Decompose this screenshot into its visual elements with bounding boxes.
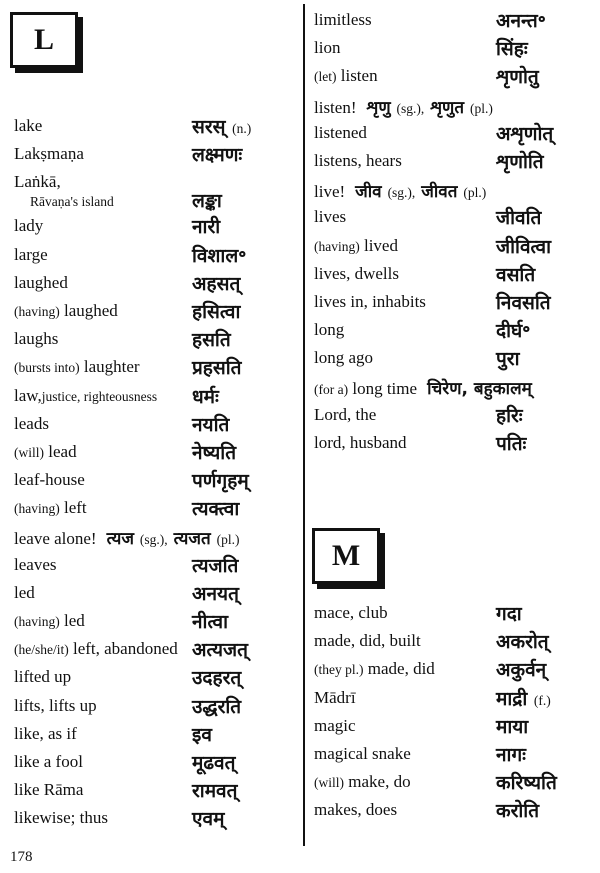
devanagari-word: अनयत्	[192, 582, 239, 605]
english-headword	[314, 292, 426, 312]
english-headword	[314, 151, 402, 171]
dictionary-entry	[14, 468, 300, 496]
dictionary-entry	[314, 290, 596, 318]
column-divider	[303, 4, 305, 846]
english-headword	[14, 752, 83, 772]
dictionary-entry	[14, 440, 300, 468]
devanagari-word: लङ्का	[192, 190, 222, 213]
sanskrit-equivalent	[496, 120, 553, 146]
devanagari-word: मूढवत्	[192, 751, 236, 774]
grammar-note: (sg.),	[396, 100, 425, 116]
english-headword	[314, 688, 356, 708]
devanagari-word: नीत्वा	[192, 611, 228, 633]
section-letter-m: M	[312, 528, 380, 584]
english-headword	[314, 320, 344, 340]
devanagari-word: शृणु	[366, 97, 391, 118]
sanskrit-equivalent	[496, 628, 549, 654]
sanskrit-equivalent	[192, 721, 212, 747]
devanagari-word: जीवति	[496, 207, 542, 230]
sanskrit-equivalent	[192, 113, 251, 139]
sanskrit-equivalent	[192, 749, 235, 775]
headword-text: make, do	[348, 772, 411, 792]
dictionary-entry	[14, 609, 300, 637]
devanagari-word: पर्णगृहम्	[192, 470, 249, 493]
devanagari-word: पुरा	[496, 348, 520, 371]
devanagari-word: उदहरत्	[192, 667, 242, 690]
dictionary-entry	[314, 318, 596, 346]
headword-text: long ago	[314, 348, 374, 368]
english-headword	[14, 329, 58, 349]
dictionary-entry	[14, 694, 300, 722]
headword-text: laughed	[14, 272, 68, 292]
headword-text: listened	[314, 122, 367, 142]
headword-text: magic	[314, 715, 356, 735]
english-headword	[14, 442, 77, 462]
dictionary-entry	[14, 496, 300, 524]
sanskrit-equivalent	[192, 777, 237, 803]
sanskrit-equivalent	[192, 467, 249, 493]
dictionary-entry	[314, 601, 596, 629]
dictionary-entry	[14, 170, 300, 214]
sanskrit-equivalent	[496, 233, 551, 259]
headword-text: listens, hears	[314, 150, 402, 170]
dictionary-entry	[314, 205, 596, 233]
sanskrit-equivalent	[355, 182, 486, 202]
dictionary-entry	[314, 177, 596, 205]
dictionary-entry	[314, 149, 596, 177]
grammar-note: (pl.)	[463, 185, 487, 201]
devanagari-word: सरस्	[192, 116, 226, 138]
sanskrit-equivalent	[496, 261, 535, 287]
english-headword	[14, 273, 68, 293]
devanagari-word: माद्री	[496, 687, 528, 710]
sanskrit-equivalent	[496, 204, 541, 230]
devanagari-word: करिष्यति	[496, 772, 557, 795]
sanskrit-equivalent	[496, 600, 522, 626]
devanagari-word: जीव	[355, 182, 382, 203]
headword-text: listen	[340, 66, 378, 86]
english-headword	[14, 555, 56, 575]
headword-text: Mādrī	[314, 687, 356, 707]
headword-text: likewise; thus	[14, 808, 108, 828]
section-letter-l: L	[10, 12, 78, 68]
sanskrit-equivalent	[192, 354, 242, 380]
qualifier: (having)	[14, 303, 60, 319]
sanskrit-equivalent	[192, 187, 222, 213]
headword-text: like a fool	[14, 751, 83, 771]
dictionary-entry	[314, 262, 596, 290]
dictionary-entry	[314, 374, 596, 402]
dictionary-entry	[314, 657, 596, 685]
headword-text: Lord, the	[314, 404, 377, 424]
devanagari-word: एवम्	[192, 808, 225, 831]
devanagari-word: गदा	[496, 603, 522, 625]
english-headword	[314, 179, 486, 202]
headword-text: left, abandoned	[72, 639, 178, 659]
dictionary-entry	[314, 234, 596, 262]
devanagari-word: विशाल॰	[192, 244, 247, 267]
headword-text: Lakṣmaṇa	[14, 144, 84, 164]
english-headword	[14, 116, 42, 136]
sanskrit-equivalent	[192, 608, 228, 634]
sanskrit-equivalent	[192, 495, 239, 521]
sanskrit-equivalent	[192, 439, 236, 465]
sanskrit-equivalent	[496, 63, 539, 89]
devanagari-word: बहुकालम्	[473, 379, 532, 400]
sanskrit-equivalent	[192, 636, 248, 662]
dictionary-entry	[14, 271, 300, 299]
english-headword	[14, 724, 77, 744]
headword-text: lead	[48, 441, 77, 461]
sanskrit-equivalent	[192, 298, 240, 324]
sanskrit-equivalent	[192, 383, 219, 409]
dictionary-entry	[14, 327, 300, 355]
dictionary-entry	[314, 64, 596, 92]
dictionary-entry	[314, 8, 596, 36]
english-headword	[314, 10, 372, 30]
sanskrit-equivalent	[496, 656, 546, 682]
english-headword	[314, 744, 411, 764]
english-headword	[14, 144, 84, 164]
devanagari-word: उद्धरति	[192, 695, 242, 718]
qualifier: (let)	[314, 69, 337, 85]
grammar-note: (pl.)	[216, 532, 240, 548]
headword-text: laughed	[63, 300, 118, 320]
headword-text: lives	[314, 207, 347, 227]
sanskrit-equivalent	[496, 289, 551, 315]
headword-text: magical snake	[314, 743, 411, 763]
english-headword	[14, 172, 114, 210]
headword-text: laughs	[14, 329, 59, 349]
devanagari-word: हरिः	[496, 404, 523, 427]
english-headword	[314, 95, 493, 118]
dictionary-entry	[14, 299, 300, 327]
sanskrit-equivalent	[427, 379, 532, 399]
sanskrit-equivalent	[496, 345, 519, 371]
headword-text: limitless	[314, 10, 372, 29]
sanskrit-equivalent	[192, 242, 246, 268]
devanagari-word: करोति	[496, 800, 540, 823]
devanagari-word: शृणोतु	[496, 66, 539, 89]
sanskrit-equivalent	[192, 664, 241, 690]
dictionary-entry	[14, 524, 300, 552]
english-headword	[14, 357, 140, 377]
english-headword	[314, 66, 378, 86]
dictionary-entry	[314, 93, 596, 121]
devanagari-word: शृणोति	[496, 150, 544, 173]
dictionary-entry	[14, 142, 300, 170]
headword-text: makes, does	[314, 800, 398, 820]
dictionary-entry	[14, 778, 300, 806]
sanskrit-equivalent	[496, 685, 551, 711]
devanagari-word: नयति	[192, 413, 230, 436]
headword-text: lord, husband	[314, 432, 407, 452]
dictionary-entry	[314, 629, 596, 657]
english-headword	[314, 123, 367, 143]
english-headword	[14, 498, 87, 518]
headword-text: lifts, lifts up	[14, 695, 97, 715]
headword-text: lives, dwells	[314, 263, 399, 283]
headword-text: lake	[14, 116, 43, 135]
devanagari-word: त्यक्त्वा	[192, 498, 240, 521]
dictionary-entry	[14, 243, 300, 271]
english-headword	[314, 659, 435, 679]
qualifier: (will)	[14, 444, 44, 460]
english-headword	[314, 376, 532, 399]
dictionary-entry	[314, 403, 596, 431]
sanskrit-equivalent	[496, 430, 526, 456]
headword-text: lion	[314, 38, 341, 58]
dictionary-entry	[14, 214, 300, 242]
devanagari-word: दीर्घ॰	[496, 320, 531, 343]
grammar-note: (f.)	[533, 692, 551, 708]
devanagari-word: धर्मः	[192, 385, 219, 408]
sanskrit-equivalent	[367, 98, 493, 118]
headword-text: made, did	[367, 659, 435, 679]
devanagari-word: त्यजत	[173, 529, 211, 550]
devanagari-word: पतिः	[496, 432, 527, 455]
qualifier: (having)	[314, 238, 360, 254]
headword-text: like, as if	[14, 723, 77, 743]
english-headword	[314, 433, 407, 453]
qualifier: (they pl.)	[314, 662, 364, 678]
sanskrit-equivalent	[192, 141, 242, 167]
dictionary-entry	[14, 806, 300, 834]
devanagari-word: जीवित्वा	[496, 235, 552, 258]
headword-text: left	[63, 498, 87, 518]
devanagari-word: अत्यजत्	[192, 639, 248, 662]
headword-text: law,	[14, 385, 42, 405]
english-headword	[314, 800, 397, 820]
devanagari-word: नेष्यति	[192, 441, 237, 464]
dictionary-entry	[314, 431, 596, 459]
dictionary-entry	[314, 346, 596, 374]
headword-text: lived	[363, 235, 398, 255]
dictionary-entry	[14, 581, 300, 609]
devanagari-word: अकरोत्	[496, 631, 549, 654]
sanskrit-equivalent	[496, 769, 557, 795]
dictionary-entry	[314, 798, 596, 826]
english-headword	[314, 264, 399, 284]
headword-text: lives in, inhabits	[314, 291, 426, 311]
sanskrit-equivalent	[107, 529, 240, 549]
devanagari-word: त्यज	[106, 529, 134, 550]
sanskrit-equivalent	[496, 317, 530, 343]
english-headword	[14, 611, 85, 631]
devanagari-word: अनन्त॰	[496, 10, 546, 32]
dictionary-entry	[14, 384, 300, 412]
english-headword	[314, 405, 376, 425]
headword-text: long	[314, 320, 345, 340]
headword-gloss: justice, righteousness	[41, 388, 158, 404]
devanagari-word: निवसति	[496, 291, 551, 314]
sanskrit-equivalent	[192, 805, 224, 831]
english-headword	[14, 583, 35, 603]
sanskrit-equivalent	[496, 713, 528, 739]
devanagari-word: माया	[496, 715, 529, 738]
devanagari-word: नारी	[192, 216, 221, 239]
dictionary-entry	[314, 714, 596, 742]
devanagari-word: अहसत्	[192, 272, 241, 295]
sanskrit-equivalent	[192, 411, 229, 437]
grammar-note: (n.)	[232, 121, 252, 136]
english-headword	[14, 216, 43, 236]
headword-text: made, did, built	[314, 631, 421, 651]
qualifier: (he/she/it)	[14, 642, 69, 658]
english-headword	[14, 301, 118, 321]
english-headword	[14, 667, 71, 687]
sanskrit-equivalent	[496, 797, 539, 823]
english-headword	[314, 603, 388, 623]
qualifier: (having)	[14, 614, 60, 629]
headword-text: large	[14, 244, 48, 264]
headword-text: mace, club	[314, 603, 388, 622]
qualifier: (having)	[14, 501, 60, 517]
sanskrit-equivalent	[192, 580, 239, 606]
headword-text: leaf-house	[14, 470, 85, 490]
sanskrit-equivalent	[496, 35, 528, 61]
devanagari-word: रामवत्	[192, 780, 238, 803]
english-headword	[314, 38, 340, 58]
headword-text: live!	[314, 182, 346, 202]
headword-text: like Rāma	[14, 780, 84, 800]
grammar-note: (sg.),	[139, 532, 168, 548]
english-headword	[14, 780, 83, 800]
dictionary-entry	[314, 686, 596, 714]
page-number: 178	[10, 849, 33, 865]
grammar-note: (sg.),	[387, 185, 416, 201]
dictionary-entry	[314, 121, 596, 149]
dictionary-entry	[314, 742, 596, 770]
english-headword	[14, 639, 178, 659]
qualifier: (will)	[314, 775, 344, 791]
english-headword	[14, 414, 49, 434]
devanagari-word: त्यजति	[192, 554, 239, 577]
english-headword	[314, 207, 346, 227]
devanagari-word: लक्ष्मणः	[192, 144, 243, 167]
headword-text: listen!	[314, 97, 357, 117]
sanskrit-equivalent	[192, 693, 241, 719]
english-headword	[14, 696, 97, 716]
headword-text: long time	[352, 379, 418, 399]
dictionary-entry	[14, 355, 300, 383]
devanagari-word: प्रहसति	[192, 357, 242, 380]
devanagari-word: वसति	[496, 263, 536, 286]
english-headword	[14, 808, 108, 828]
dictionary-entry	[14, 665, 300, 693]
right-column-m-entries	[314, 601, 596, 827]
qualifier: (bursts into)	[14, 360, 80, 376]
devanagari-word: हसित्वा	[192, 300, 241, 323]
devanagari-word: अकुर्वन्	[496, 659, 547, 682]
devanagari-word: अशृणोत्	[496, 122, 554, 145]
sanskrit-equivalent	[496, 402, 523, 428]
headword-text: laughter	[83, 357, 140, 377]
sanskrit-equivalent	[192, 552, 238, 578]
headword-subtext: Rāvaṇa's island	[30, 194, 114, 210]
dictionary-entry	[314, 770, 596, 798]
dictionary-entry	[14, 553, 300, 581]
devanagari-word: सिंहः	[496, 38, 528, 61]
english-headword	[14, 470, 85, 490]
dictionary-entry	[14, 412, 300, 440]
sanskrit-equivalent	[192, 270, 240, 296]
english-headword	[14, 386, 157, 406]
right-column-l-entries	[314, 8, 596, 459]
english-headword	[314, 772, 411, 792]
sanskrit-equivalent	[192, 213, 220, 239]
headword-text: Laṅkā,	[14, 172, 61, 192]
sanskrit-equivalent	[496, 148, 544, 174]
english-headword	[14, 245, 48, 265]
dictionary-entry	[14, 750, 300, 778]
headword-text: leaves	[14, 554, 57, 574]
qualifier: (for a)	[314, 382, 349, 398]
headword-text: leave alone!	[14, 529, 97, 549]
dictionary-entry	[14, 637, 300, 665]
devanagari-word: शृणुत	[430, 97, 465, 118]
headword-text: lifted up	[14, 667, 72, 687]
english-headword	[14, 526, 240, 549]
devanagari-word: जीवत	[421, 182, 458, 203]
headword-text: led	[14, 582, 35, 602]
sanskrit-equivalent	[496, 741, 526, 767]
english-headword	[314, 236, 398, 256]
dictionary-entry	[14, 114, 300, 142]
english-headword	[314, 348, 373, 368]
sanskrit-equivalent	[496, 7, 546, 33]
english-headword	[314, 716, 356, 736]
devanagari-word: नागः	[496, 743, 527, 766]
headword-text: led	[63, 611, 85, 630]
headword-text: leads	[14, 413, 49, 433]
dictionary-entry	[14, 722, 300, 750]
devanagari-word: चिरेण,	[427, 379, 468, 400]
grammar-note: (pl.)	[469, 100, 493, 116]
english-headword	[314, 631, 421, 651]
headword-text: lady	[14, 216, 44, 236]
sanskrit-equivalent	[192, 326, 231, 352]
dictionary-entry	[314, 36, 596, 64]
left-column-entries	[14, 114, 300, 835]
devanagari-word: इव	[192, 723, 212, 746]
devanagari-word: हसति	[192, 329, 231, 352]
